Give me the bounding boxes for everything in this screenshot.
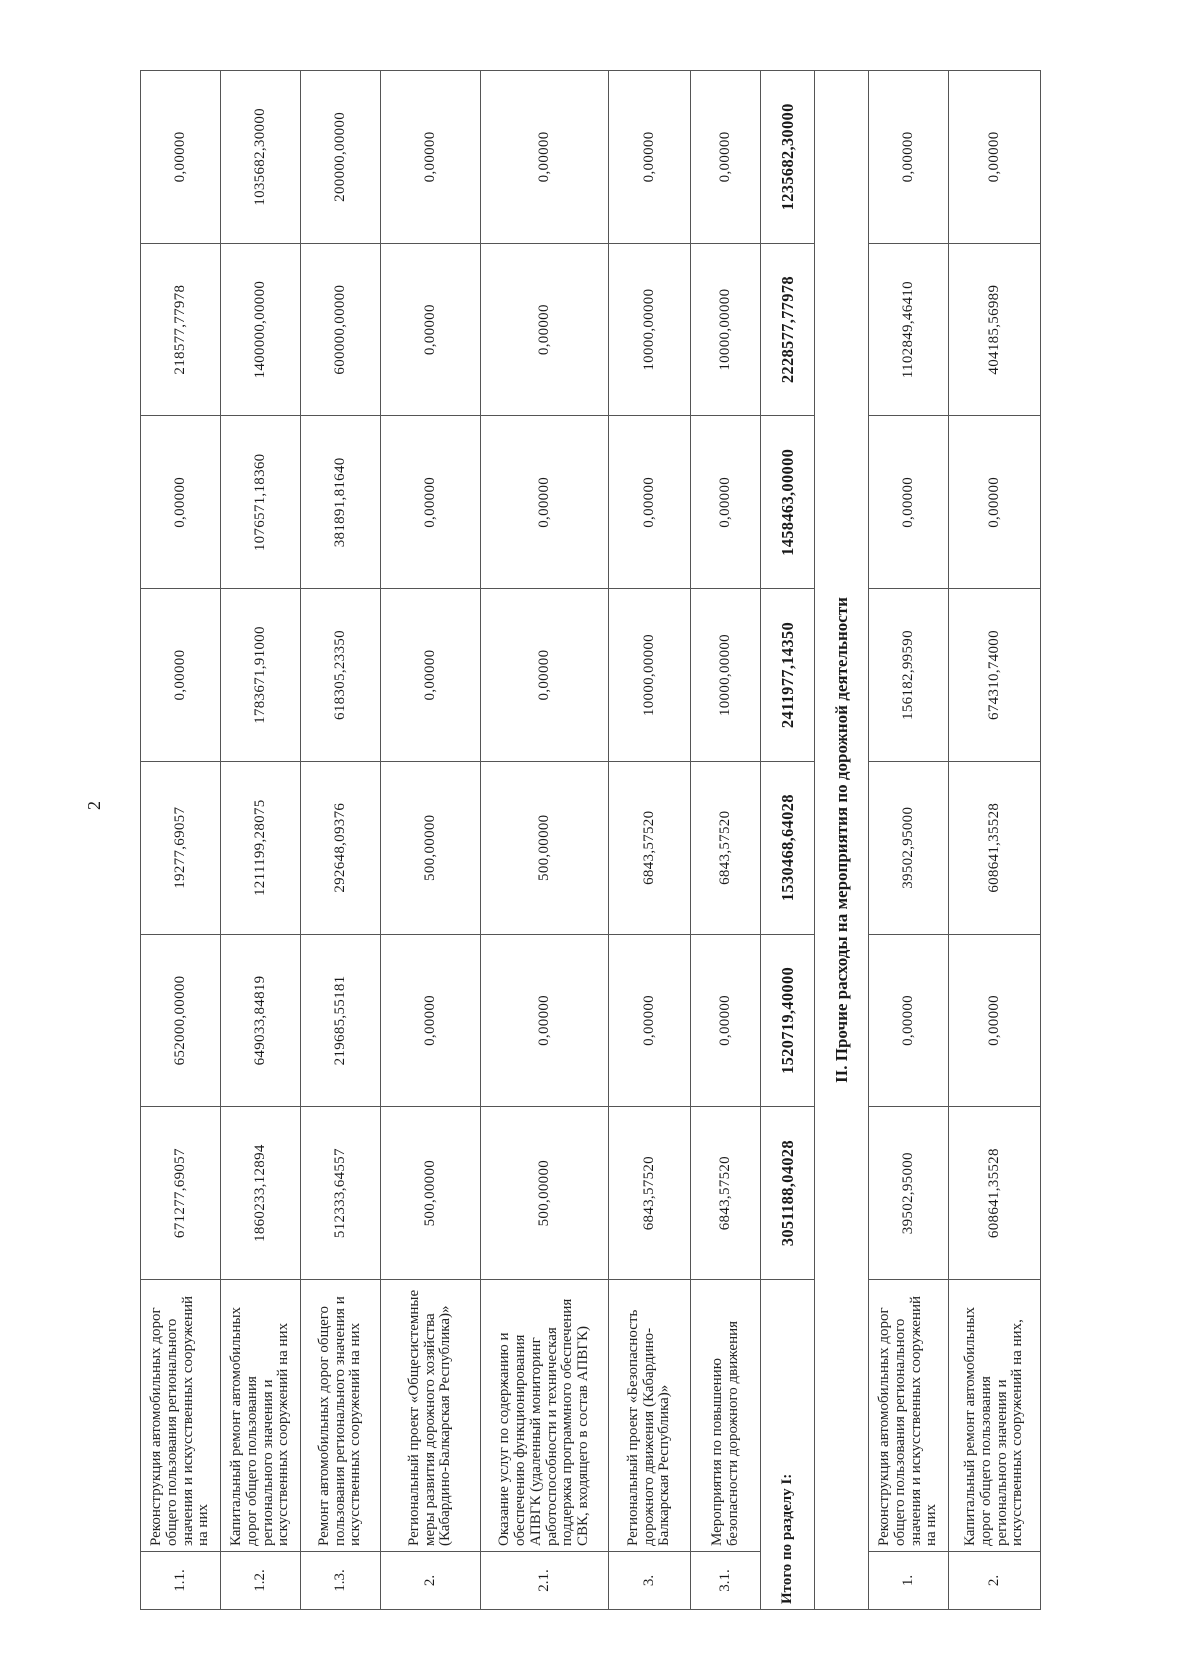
- table-row: [869, 71, 949, 1610]
- cell-value: 500,00000: [481, 1107, 609, 1280]
- cell-value: 39502,95000: [869, 1107, 949, 1280]
- cell-value: 6843,57520: [609, 761, 691, 934]
- table-row: [221, 71, 301, 1610]
- rotated-table-wrapper: [140, 70, 1040, 1610]
- cell-value: 218577,77978: [141, 243, 221, 416]
- total-value: 2411977,14350: [761, 589, 815, 762]
- cell-value: 0,00000: [609, 416, 691, 589]
- cell-value: 0,00000: [691, 416, 761, 589]
- cell-value: 0,00000: [691, 71, 761, 244]
- cell-value: 0,00000: [381, 589, 481, 762]
- cell-value: 1102849,46410: [869, 243, 949, 416]
- cell-value: 0,00000: [949, 71, 1041, 244]
- cell-value: 156182,99590: [869, 589, 949, 762]
- cell-value: 0,00000: [381, 416, 481, 589]
- table-row: [301, 71, 381, 1610]
- row-name: Оказание услуг по содержанию и обеспечению функционирования АПВГК (удаленный мониторинг работоспособности и техническая поддержка программного обеспечения СВК, входящего в состав АПВГК): [481, 1280, 609, 1552]
- row-name: Реконструкция автомобильных дорог общего пользования регионального значения и искусственных сооружений на них: [141, 1280, 221, 1552]
- cell-value: 0,00000: [141, 71, 221, 244]
- total-label: Итого по разделу I:: [761, 1280, 815, 1610]
- cell-value: 39502,95000: [869, 761, 949, 934]
- cell-value: 1783671,91000: [221, 589, 301, 762]
- budget-table: [140, 70, 1041, 1610]
- cell-value: 500,00000: [381, 1107, 481, 1280]
- budget-table-body: [141, 71, 1041, 1610]
- cell-value: 649033,84819: [221, 934, 301, 1107]
- row-number: 3.1.: [691, 1552, 761, 1610]
- total-value: 1235682,30000: [761, 71, 815, 244]
- section-header-row: [815, 71, 869, 1610]
- table-row: [481, 71, 609, 1610]
- cell-value: 0,00000: [141, 416, 221, 589]
- row-number: 1.1.: [141, 1552, 221, 1610]
- cell-value: 512333,64557: [301, 1107, 381, 1280]
- cell-value: 671277,69057: [141, 1107, 221, 1280]
- cell-value: 0,00000: [481, 589, 609, 762]
- cell-value: 0,00000: [381, 71, 481, 244]
- cell-value: 1211199,28075: [221, 761, 301, 934]
- cell-value: 0,00000: [691, 934, 761, 1107]
- cell-value: 0,00000: [141, 589, 221, 762]
- table-row: [609, 71, 691, 1610]
- total-value: 1520719,40000: [761, 934, 815, 1107]
- cell-value: 1860233,12894: [221, 1107, 301, 1280]
- cell-value: 500,00000: [481, 761, 609, 934]
- table-row: [381, 71, 481, 1610]
- total-row: [761, 71, 815, 1610]
- row-name: Капитальный ремонт автомобильных дорог общего пользования регионального значения и искусственных сооружений на них,: [949, 1280, 1041, 1552]
- cell-value: 6843,57520: [691, 761, 761, 934]
- row-number: 2.1.: [481, 1552, 609, 1610]
- cell-value: 6843,57520: [691, 1107, 761, 1280]
- table-row: [691, 71, 761, 1610]
- cell-value: 0,00000: [481, 934, 609, 1107]
- row-name: Капитальный ремонт автомобильных дорог общего пользования регионального значения и искусственных сооружений на них: [221, 1280, 301, 1552]
- cell-value: 0,00000: [949, 416, 1041, 589]
- cell-value: 200000,00000: [301, 71, 381, 244]
- cell-value: 19277,69057: [141, 761, 221, 934]
- row-name: Ремонт автомобильных дорог общего пользования регионального значения и искусственных сооружений на них: [301, 1280, 381, 1552]
- cell-value: 600000,00000: [301, 243, 381, 416]
- table-row: [949, 71, 1041, 1610]
- row-name: Региональный проект «Безопасность дорожного движения (Кабардино-Балкарская Республика)»: [609, 1280, 691, 1552]
- cell-value: 1400000,00000: [221, 243, 301, 416]
- cell-value: 10000,00000: [609, 589, 691, 762]
- cell-value: 652000,00000: [141, 934, 221, 1107]
- cell-value: 292648,09376: [301, 761, 381, 934]
- cell-value: 10000,00000: [609, 243, 691, 416]
- row-number: 2.: [381, 1552, 481, 1610]
- cell-value: 10000,00000: [691, 243, 761, 416]
- row-name: Мероприятия по повышению безопасности дорожного движения: [691, 1280, 761, 1552]
- cell-value: 608641,35528: [949, 761, 1041, 934]
- cell-value: 500,00000: [381, 761, 481, 934]
- cell-value: 381891,81640: [301, 416, 381, 589]
- cell-value: 404185,56989: [949, 243, 1041, 416]
- cell-value: 10000,00000: [691, 589, 761, 762]
- cell-value: 1035682,30000: [221, 71, 301, 244]
- cell-value: 0,00000: [869, 71, 949, 244]
- cell-value: 674310,74000: [949, 589, 1041, 762]
- page-number: 2: [84, 801, 104, 810]
- total-value: 2228577,77978: [761, 243, 815, 416]
- total-value: 3051188,04028: [761, 1107, 815, 1280]
- cell-value: 618305,23350: [301, 589, 381, 762]
- cell-value: 6843,57520: [609, 1107, 691, 1280]
- cell-value: 0,00000: [481, 71, 609, 244]
- cell-value: 608641,35528: [949, 1107, 1041, 1280]
- cell-value: 0,00000: [869, 416, 949, 589]
- cell-value: 219685,55181: [301, 934, 381, 1107]
- section-title: II. Прочие расходы на мероприятия по дорожной деятельности: [815, 71, 869, 1610]
- row-number: 2.: [949, 1552, 1041, 1610]
- cell-value: 0,00000: [381, 934, 481, 1107]
- cell-value: 0,00000: [869, 934, 949, 1107]
- row-number: 3.: [609, 1552, 691, 1610]
- total-value: 1530468,64028: [761, 761, 815, 934]
- cell-value: 0,00000: [609, 71, 691, 244]
- cell-value: 0,00000: [381, 243, 481, 416]
- cell-value: 0,00000: [481, 416, 609, 589]
- cell-value: 0,00000: [609, 934, 691, 1107]
- row-name: Региональный проект «Общесистемные меры развития дорожного хозяйства (Кабардино-Балкарская Республика)»: [381, 1280, 481, 1552]
- cell-value: 0,00000: [949, 934, 1041, 1107]
- row-number: 1.3.: [301, 1552, 381, 1610]
- cell-value: 1076571,18360: [221, 416, 301, 589]
- row-number: 1.2.: [221, 1552, 301, 1610]
- row-name: Реконструкция автомобильных дорог общего пользования регионального значения и искусственных сооружений на них: [869, 1280, 949, 1552]
- row-number: 1.: [869, 1552, 949, 1610]
- total-value: 1458463,00000: [761, 416, 815, 589]
- table-row: [141, 71, 221, 1610]
- cell-value: 0,00000: [481, 243, 609, 416]
